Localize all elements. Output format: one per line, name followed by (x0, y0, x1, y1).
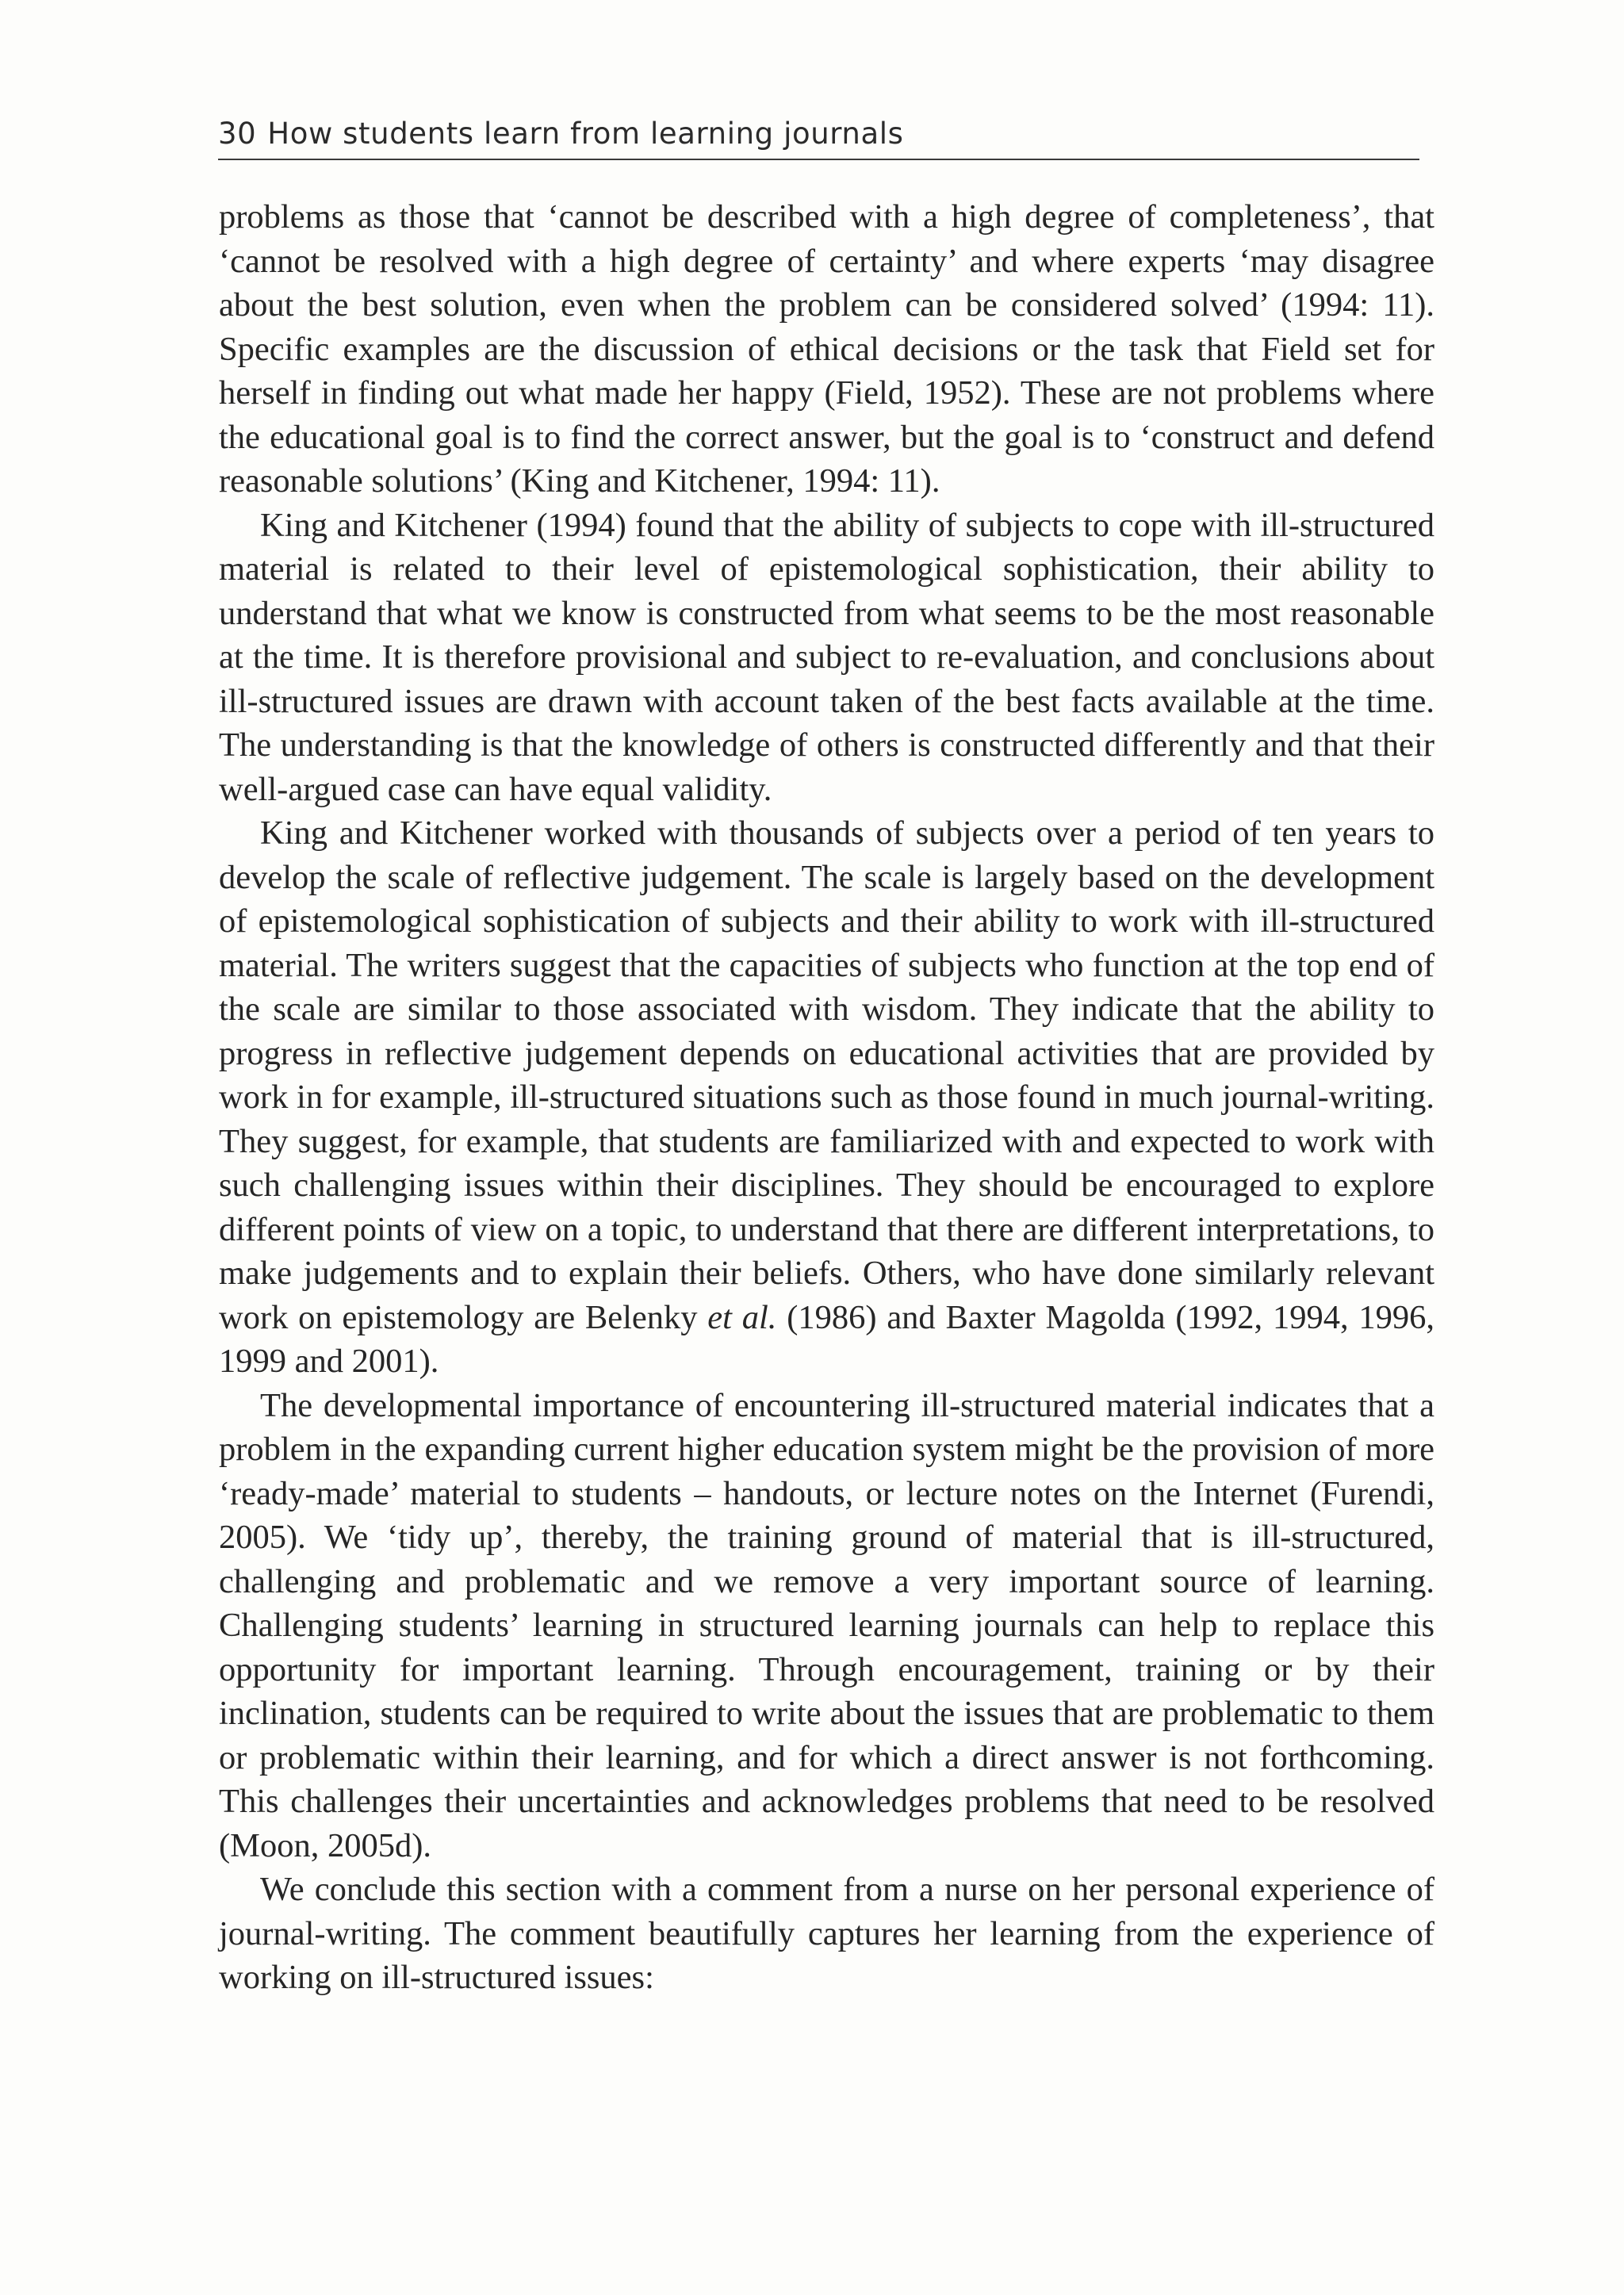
paragraph-3-text-b: (1986) and Baxter Magolda (1992, 1994, 1996, 1999 and 2001). (219, 1298, 1434, 1380)
paragraph-3 (219, 811, 1434, 1384)
paragraph-4: The developmental importance of encountering ill-structured material indicates that a problem in the expanding current higher education system might be the provision of more ‘ready-made’ material to students – handouts, or lecture notes on the Internet (Furendi, 2005). We ‘tidy up’, thereby, the training ground of material that is ill-structured, challenging and problematic and we remove a very important source of learning. Challenging students’ learning in structured learning journals can help to replace this opportunity for important learning. Through encouragement, training or by their inclination, students can be required to write about the issues that are problematic to them or problematic within their learning, and for which a direct answer is not forthcoming. This challenges their uncertainties and acknowledges problems that need to be resolved (Moon, 2005d). (219, 1386, 1434, 1864)
page-number: 30 (218, 117, 257, 151)
body-text (219, 195, 1434, 2000)
paragraph-3-text-a: King and Kitchener worked with thousands of subjects over a period of ten years to develop the scale of reflective judgement. The scale is largely based on the development of epistemological sophistication of subjects and their ability to work with ill-structured material. The writers suggest that the capacities of subjects who function at the top end of the scale are similar to those associated with wisdom. They indicate that the ability to progress in reflective judgement depends on educational activities that are provided by work in for example, ill-structured situations such as those found in much journal-writing. They suggest, for example, that students are familiarized with and expected to work with such challenging issues within their disciplines. They should be encouraged to explore different points of view on a topic, to understand that there are different interpretations, to make judgements and to explain their beliefs. Others, who have done similarly relevant work on epistemology are Belenky (219, 814, 1434, 1336)
paragraph-2: King and Kitchener (1994) found that the ability of subjects to cope with ill-structured material is related to their level of epistemological sophistication, their ability to understand that what we know is constructed from what seems to be the most reasonable at the time. It is therefore provisional and subject to re-evaluation, and conclusions about ill-structured issues are drawn with account taken of the best facts available at the time. The understanding is that the knowledge of others is constructed differently and that their well-argued case can have equal validity. (219, 506, 1434, 808)
running-header (218, 109, 1419, 160)
paragraph-1: problems as those that ‘cannot be described with a high degree of completeness’, that ‘cannot be resolved with a high degree of certainty’ and where experts ‘may disagree about the best solution, even when the problem can be considered solved’ (1994: 11). Specific examples are the discussion of ethical decisions or the task that Field set for herself in finding out what made her happy (Field, 1952). These are not problems where the educational goal is to find the correct answer, but the goal is to ‘construct and defend reasonable solutions’ (King and Kitchener, 1994: 11). (219, 198, 1434, 500)
paragraph-5: We conclude this section with a comment from a nurse on her personal experience of journal-writing. The comment beautifully captures her learning from the experience of working on ill-structured issues: (219, 1871, 1434, 1996)
running-title: How students learn from learning journals (267, 117, 904, 151)
paragraph-3-italic: et al. (707, 1298, 777, 1336)
